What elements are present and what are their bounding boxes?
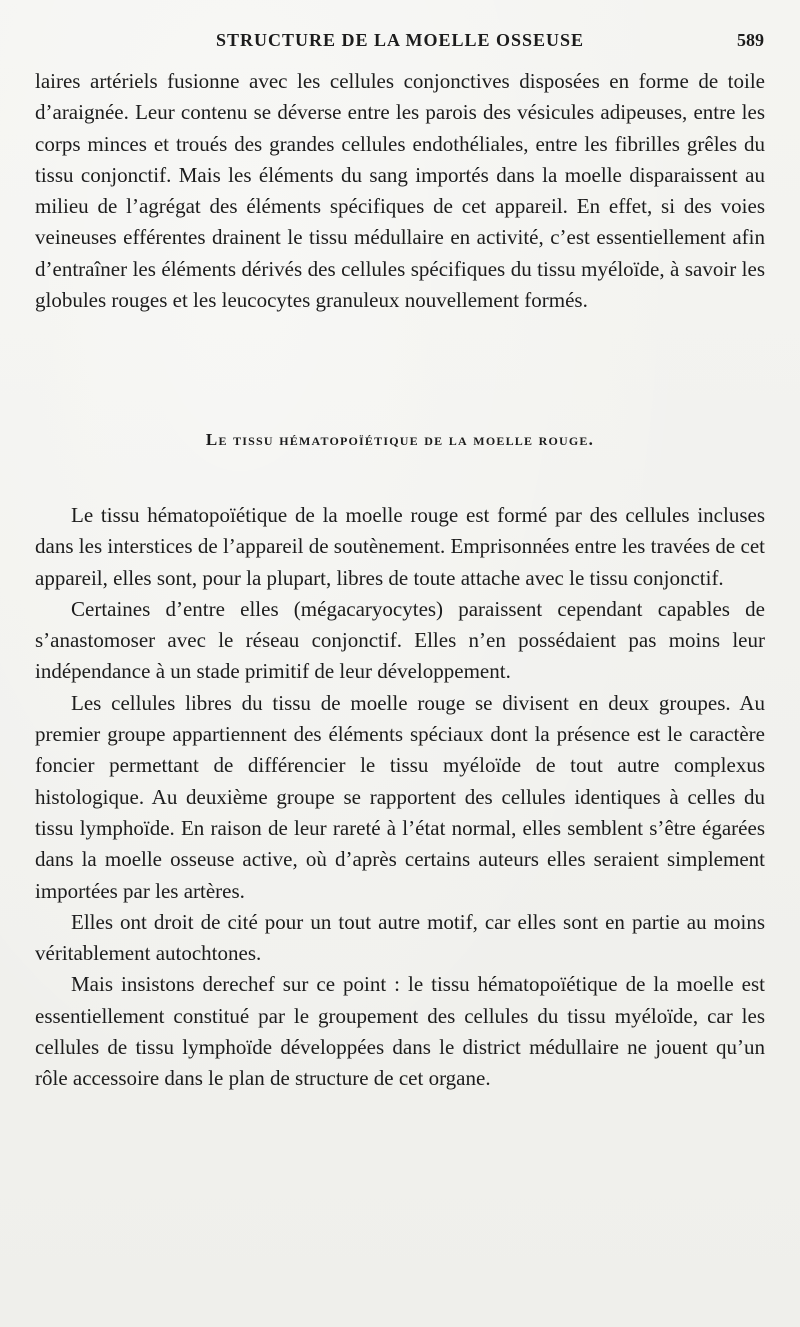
- section-paragraph-3: Les cellules libres du tissu de moelle rouge se divisent en deux groupes. Au premier groupe appartiennent des éléments spéciaux dont la présence est le caractère foncier permettant de différencier le tissu myéloïde de tout autre complexus histologique. Au deuxième groupe se rapportent des cellules identiques à celles du tissu lymphoïde. En raison de leur rareté à l’état normal, elles semblent s’être égarées dans la moelle osseuse active, où d’après certains auteurs elles seraient simplement importées par les artères.: [35, 690, 765, 903]
- running-title: STRUCTURE DE LA MOELLE OSSEUSE: [215, 30, 585, 50]
- intro-paragraph: laires artériels fusionne avec les cellules conjonctives disposées en forme de toile d’araignée. Leur contenu se déverse entre les parois des vésicules adipeuses, entre les corps minces et troués des grandes cellules endothéliales, entre les fibrilles grêles du tissu conjonctif. Mais les éléments du sang importés dans la moelle disparaissent au milieu de l’agrégat des éléments spécifiques de cet appareil. En effet, si des voies veineuses efférentes drainent le tissu médullaire en activité, c’est essentiellement afin d’entraîner les éléments dérivés des cellules spécifiques du tissu myéloïde, à savoir les globules rouges et les leucocytes granuleux nouvellement formés.: [35, 69, 765, 313]
- section-paragraph-2: Certaines d’entre elles (mégacaryocytes) paraissent cependant capables de s’anastomoser avec le réseau conjonctif. Elles n’en possédaient pas moins leur indépendance à un stade primitif de leur développement.: [35, 596, 765, 684]
- section-paragraph-4: Elles ont droit de cité pour un tout autre motif, car elles sont en partie au moins véritablement autochtones.: [35, 909, 765, 966]
- running-head: [0, 30, 800, 56]
- section-body: [35, 500, 765, 1095]
- body-text: [35, 66, 765, 316]
- section-heading: Le tissu hématopoïétique de la moelle rouge.: [205, 430, 595, 449]
- page-number: 589: [737, 30, 764, 50]
- section-paragraph-1: Le tissu hématopoïétique de la moelle rouge est formé par des cellules incluses dans les interstices de l’appareil de soutènement. Emprisonnées entre les travées de cet appareil, elles sont, pour la plupart, libres de toute attache avec le tissu conjonctif.: [35, 503, 765, 590]
- section-paragraph-5: Mais insistons derechef sur ce point : le tissu hématopoïétique de la moelle est essentiellement constitué par le groupement des cellules du tissu myéloïde, car les cellules de tissu lymphoïde développées dans le district médullaire ne jouent qu’un rôle accessoire dans le plan de structure de cet organe.: [35, 972, 765, 1091]
